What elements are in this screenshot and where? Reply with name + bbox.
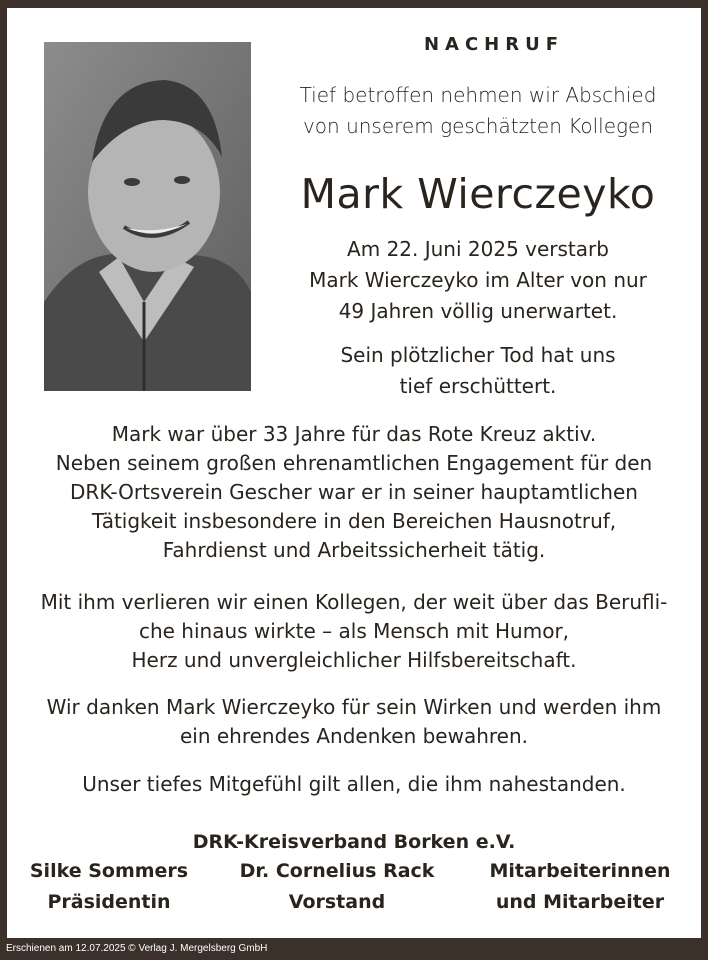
paragraph-line: Fahrdienst und Arbeitssicherheit tätig. — [162, 538, 546, 562]
passing-line: 49 Jahren völlig unerwartet. — [338, 299, 618, 323]
intro-line: von unserem geschätzten Kollegen — [302, 114, 654, 138]
paragraph-line: Herz und unvergleichlicher Hilfsbereitschaft. — [131, 648, 577, 672]
shock-text — [268, 340, 688, 402]
signatory-staff — [470, 856, 690, 918]
signatory-president — [14, 856, 204, 918]
signatory-name: Silke Sommers — [29, 860, 189, 882]
paragraph-line: DRK-Ortsverein Gescher war er in seiner hauptamtlichen — [70, 480, 638, 504]
shock-line: tief erschüttert. — [399, 374, 557, 398]
paragraph-line: Mark war über 33 Jahre für das Rote Kreuz aktiv. — [111, 422, 597, 446]
signatory-role: Präsidentin — [47, 891, 171, 913]
passing-line: Mark Wierczeyko im Alter von nur — [309, 268, 647, 292]
signatory-role: und Mitarbeiter — [495, 891, 665, 913]
passing-text — [268, 234, 688, 327]
deceased-name: Mark Wierczeyko — [300, 170, 656, 218]
paragraph-line: Wir danken Mark Wierczeyko für sein Wirken und werden ihm — [46, 695, 662, 719]
organization-name: DRK-Kreisverband Borken e.V. — [192, 831, 516, 853]
portrait-illustration — [44, 42, 251, 391]
paragraph-service — [20, 420, 688, 565]
paragraph-thanks — [20, 693, 688, 751]
paragraph-condolence: Unser tiefes Mitgefühl gilt allen, die ihm nahestanden. — [82, 772, 626, 796]
paragraph-line: ein ehrendes Andenken bewahren. — [179, 724, 529, 748]
obituary-heading: NACHRUF — [423, 34, 565, 55]
passing-line: Am 22. Juni 2025 verstarb — [347, 237, 609, 261]
paragraph-loss — [20, 588, 688, 675]
signatory-role: Vorstand — [288, 891, 386, 913]
paragraph-line: Mit ihm verlieren wir einen Kollegen, der weit über das Berufli- — [40, 590, 668, 614]
signatory-board — [232, 856, 442, 918]
shock-line: Sein plötzlicher Tod hat uns — [340, 343, 616, 367]
publication-footer: Erschienen am 12.07.2025 © Verlag J. Mergelsberg GmbH — [0, 938, 708, 960]
paragraph-line: Neben seinem großen ehrenamtlichen Engagement für den — [55, 451, 653, 475]
signatory-name: Mitarbeiterinnen — [489, 860, 671, 882]
paragraph-line: che hinaus wirkte – als Mensch mit Humor, — [138, 619, 570, 643]
intro-text — [268, 80, 688, 142]
paragraph-line: Tätigkeit insbesondere in den Bereichen Hausnotruf, — [91, 509, 617, 533]
signatory-name: Dr. Cornelius Rack — [239, 860, 435, 882]
portrait-photo — [44, 42, 251, 391]
intro-line: Tief betroffen nehmen wir Abschied — [299, 83, 657, 107]
